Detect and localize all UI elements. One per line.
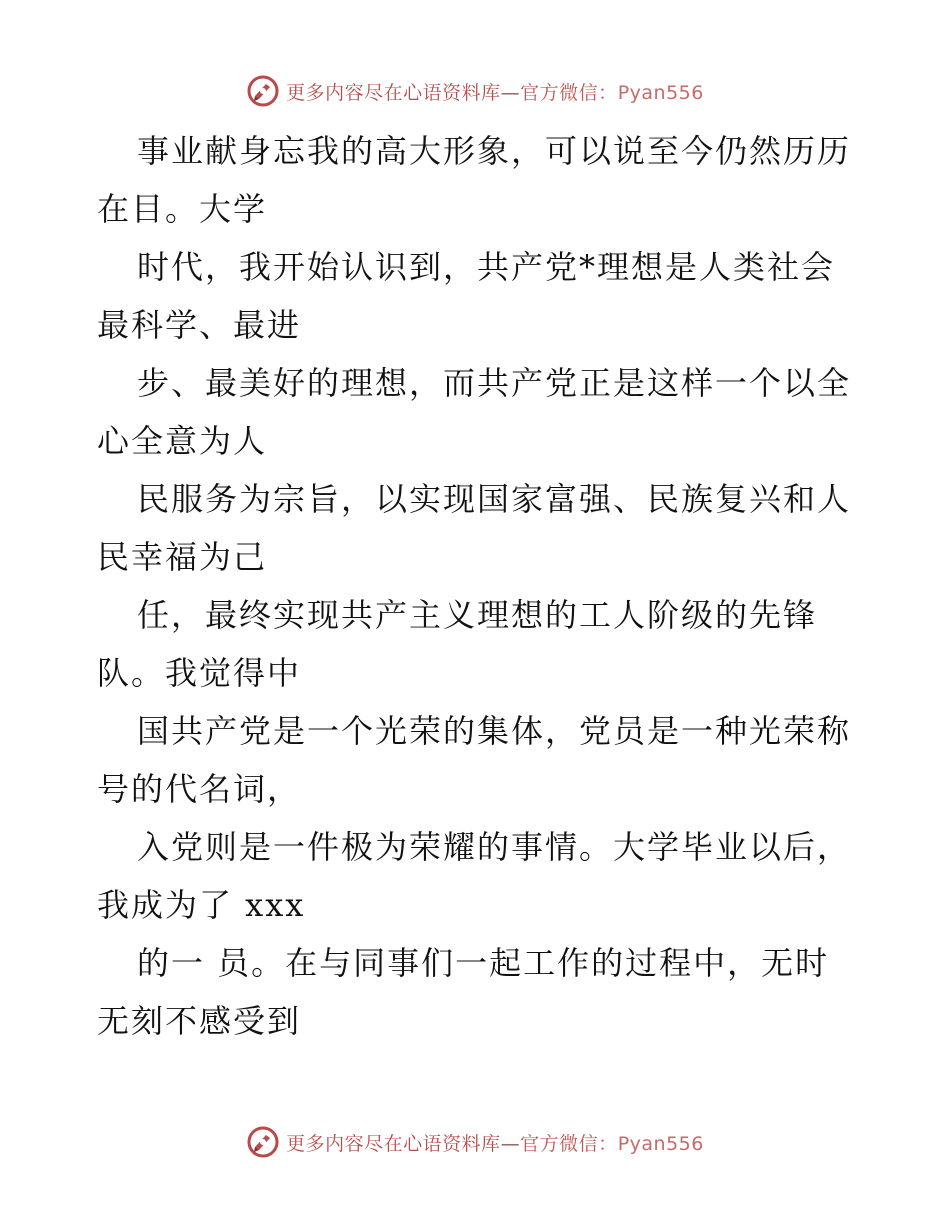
text-line: 任，最终实现共产主义理想的工人阶级的先锋	[137, 596, 818, 634]
text-line: 时代，我开始认识到，共产党*理想是人类社会	[137, 248, 836, 286]
text-line: 在目。大学	[97, 190, 268, 228]
text-line: 号的代名词，	[97, 770, 302, 808]
watermark-text	[286, 78, 704, 105]
watermark-wechat-id: Pyan556	[617, 1132, 704, 1155]
text-line: 队。我觉得中	[97, 654, 302, 692]
watermark-separator: —	[500, 81, 521, 104]
watermark-wechat-label: 官方微信：	[520, 1132, 618, 1155]
footer-watermark	[0, 1125, 950, 1159]
text-line: 的一 员。在与同事们一起工作的过程中，无时	[137, 944, 830, 982]
text-line: 国共产党是一个光荣的集体，党员是一种光荣称	[137, 712, 852, 750]
watermark-separator: —	[500, 1132, 521, 1155]
logo-seal-icon	[246, 1125, 280, 1159]
text-line: 入党则是一件极为荣耀的事情。大学毕业以后，	[137, 828, 852, 866]
watermark-wechat-id: Pyan556	[617, 81, 704, 104]
text-line: 民幸福为己	[97, 538, 268, 576]
text-line: 步、最美好的理想，而共产党正是这样一个以全	[137, 364, 852, 402]
watermark-text	[286, 1129, 704, 1156]
text-line: 心全意为人	[97, 422, 268, 460]
text-line: 我成为了 xxx	[97, 886, 306, 924]
logo-seal-icon	[246, 74, 280, 108]
text-line: 无刻不感受到	[97, 1002, 302, 1040]
header-watermark	[0, 74, 950, 108]
watermark-wechat-label: 官方微信：	[520, 81, 618, 104]
watermark-site-name: 更多内容尽在心语资料库	[286, 81, 501, 104]
text-line: 民服务为宗旨，以实现国家富强、民族复兴和人	[137, 480, 852, 518]
watermark-site-name: 更多内容尽在心语资料库	[286, 1132, 501, 1155]
document-body	[97, 122, 857, 1050]
text-line: 最科学、最进	[97, 306, 302, 344]
text-line: 事业献身忘我的高大形象，可以说至今仍然历历	[137, 132, 852, 170]
